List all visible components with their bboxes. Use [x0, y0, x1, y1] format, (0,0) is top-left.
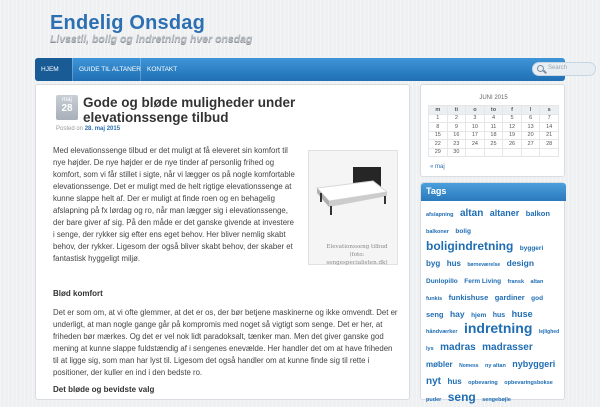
calendar-day [466, 148, 485, 157]
calendar-day: 18 [484, 131, 503, 140]
calendar-day: 2 [447, 114, 466, 123]
tag-cloud [426, 205, 563, 407]
calendar-week-row [429, 148, 559, 157]
tag-link[interactable]: Nomess [459, 363, 479, 369]
tag-link[interactable]: bolig [455, 228, 471, 235]
tag-link[interactable]: puder [426, 397, 442, 403]
calendar-widget [420, 84, 565, 177]
calendar-day: 11 [484, 123, 503, 132]
calendar-day: 28 [540, 140, 559, 149]
calendar-day [503, 148, 522, 157]
tag-link[interactable]: funkis [426, 296, 443, 302]
tag-link[interactable]: byg [426, 259, 441, 268]
post-date-day: 28 [61, 103, 73, 114]
calendar-day [540, 148, 559, 157]
calendar-day: 6 [521, 114, 540, 123]
tag-link[interactable]: ny altan [485, 363, 506, 369]
nav-item-hjem[interactable]: HJEM [35, 58, 72, 81]
calendar-day: 13 [521, 123, 540, 132]
tag-link[interactable]: Ferm Living [464, 278, 502, 285]
tag-link[interactable]: hus [492, 312, 506, 319]
tag-link[interactable]: altan [530, 279, 544, 285]
post-paragraph-2: Det er som om, at vi ofte glemmer, at det er os, der bør betjene maskinerne og ikke omvendt. Det er underligt, at man nogle gange går på kompromis med noget så vigtigt som senge. Det er her, at friheden bør mærkes. Og det er vel nok lidt paradoksalt, tænker man. Men det giver ganske god mening at kunne slappe fuldstændig af i sengenes enevælde. Her handler det om at have friheden til at ligge sig, som man har lyst til. Ligesom det også handler om at kunne finde sig til rette i positioner, der kuller en ind i den bedste ro. [53, 308, 398, 377]
tags-header [421, 183, 566, 201]
calendar-day: 22 [429, 140, 448, 149]
tag-link[interactable]: indretning [463, 320, 533, 336]
tag-link[interactable]: møbler [426, 360, 453, 369]
calendar-day: 25 [484, 140, 503, 149]
calendar-day: 4 [484, 114, 503, 123]
calendar-week-row [429, 140, 559, 149]
tag-link[interactable]: altan [459, 208, 484, 219]
tag-link[interactable]: balkoner [426, 229, 449, 235]
tag-link[interactable]: byggeri [519, 245, 544, 252]
post-meta-prefix: Posted on [56, 126, 84, 132]
tag-link[interactable]: boligindretning [426, 239, 514, 253]
tag-link[interactable]: Dunlopillo [426, 278, 458, 285]
calendar-weekday: m [429, 106, 448, 115]
calendar-day: 26 [503, 140, 522, 149]
tag-link[interactable]: seng [447, 390, 476, 404]
nav-item-kontakt-os[interactable]: KONTAKT [140, 58, 192, 81]
post-meta-date-link[interactable]: 28. maj 2015 [84, 126, 121, 132]
calendar-weekday: ti [447, 106, 466, 115]
post-date-badge [56, 95, 78, 120]
calendar-day: 5 [503, 114, 522, 123]
calendar-day: 27 [521, 140, 540, 149]
post-paragraph-1: Med elevationssenge tilbud er det muligt at få eleveret sin komfort til nye højder. De nye højder er de nye tinder af personlig frihed og komfort, som vi får stillet i sigte, når vi lægger os på nogle komfortable elevationssenge. Det er muligt med de helt rigtige elevationssenge at kunne slappe helt af. Der er muligt at finde roen og en behagelig afslapning på fx lørdag og ro, når man lægger sig i elevationssenge, der bare giver af sig. På den måde er det ganske givende at investere i senge, der rykker sig efter ens eget behov. Her bliver nemlig skabt behov, der rykker. Ligesom der også bliver skabt behov, der skaber et fantastisk hyggeligt miljø. [53, 146, 295, 263]
post-heading-1: Blød komfort [53, 289, 103, 298]
nav-item-guide-til-altaner[interactable]: GUIDE TIL ALTANER [72, 58, 147, 81]
post-image [308, 150, 398, 265]
tag-link[interactable]: hus [447, 377, 462, 386]
calendar-day [521, 148, 540, 157]
calendar-week-row [429, 114, 559, 123]
calendar-day: 30 [447, 148, 466, 157]
tag-link[interactable]: sengebøjle [482, 397, 511, 403]
tags-title: Tags [426, 186, 447, 196]
calendar-weekday: s [540, 106, 559, 115]
calendar-day: 17 [466, 131, 485, 140]
search-input[interactable] [532, 62, 596, 76]
calendar-grid [428, 105, 559, 157]
calendar-day: 7 [540, 114, 559, 123]
calendar-prev-month-link[interactable]: « maj [430, 164, 445, 170]
tag-link[interactable]: funkishuse [448, 293, 489, 302]
post-date-month: maj [62, 97, 72, 103]
tag-link[interactable]: hus [446, 259, 461, 268]
tag-link[interactable]: gardiner [494, 293, 525, 302]
calendar-day: 15 [429, 131, 448, 140]
tag-link[interactable]: god [531, 295, 544, 302]
calendar-weekday: f [503, 106, 522, 115]
site-title[interactable]: Endelig Onsdag [50, 12, 206, 34]
calendar-day: 21 [540, 131, 559, 140]
tag-link[interactable]: madras [440, 342, 476, 353]
tag-link[interactable]: fransk [507, 279, 525, 285]
calendar-day [484, 148, 503, 157]
calendar-weekday: l [521, 106, 540, 115]
post-article [35, 84, 410, 400]
tag-link[interactable]: børneværelse [467, 262, 501, 268]
tag-link[interactable]: hay [449, 309, 465, 319]
calendar-day: 9 [447, 123, 466, 132]
image-caption: Elevationsseng tilbud (foto: sengespecialisten.dk) [326, 244, 388, 266]
tag-link[interactable]: design [506, 258, 535, 268]
tag-link[interactable]: opbevaring [468, 380, 498, 386]
calendar-weekday: o [466, 106, 485, 115]
calendar-day: 1 [429, 114, 448, 123]
tag-link[interactable]: nybyggeri [512, 359, 556, 369]
calendar-day: 10 [466, 123, 485, 132]
calendar-day: 8 [429, 123, 448, 132]
calendar-title: JUNI 2015 [479, 95, 508, 101]
calendar-weekday: to [484, 106, 503, 115]
search-placeholder: Search [548, 65, 568, 71]
main-navigation [35, 58, 568, 81]
tag-link[interactable]: afslapning [426, 212, 454, 218]
calendar-day: 29 [429, 148, 448, 157]
calendar-day: 23 [447, 140, 466, 149]
calendar-day: 20 [521, 131, 540, 140]
tag-link[interactable]: balkon [525, 209, 550, 218]
calendar-day: 3 [466, 114, 485, 123]
calendar-week-row [429, 131, 559, 140]
calendar-week-row [429, 123, 559, 132]
tag-link[interactable]: madrasser [482, 342, 533, 353]
site-header [0, 0, 600, 58]
tag-link[interactable]: opbevaringsbokse [504, 380, 553, 386]
post-meta [56, 126, 120, 132]
calendar-days [429, 114, 559, 157]
tag-link[interactable]: håndværker [426, 329, 458, 335]
post-heading-2: Det bløde og bevidste valg [53, 385, 155, 394]
calendar-day: 16 [447, 131, 466, 140]
calendar-day: 14 [540, 123, 559, 132]
calendar-day: 24 [466, 140, 485, 149]
tag-link[interactable]: altaner [489, 208, 520, 218]
tags-widget [420, 182, 565, 404]
search-icon [537, 65, 544, 72]
calendar-day: 12 [503, 123, 522, 132]
tag-link[interactable]: seng [426, 310, 444, 319]
site-description: Livsstil, bolig og indretning hver onsdag [50, 33, 253, 45]
calendar-weekdays [429, 106, 559, 115]
tag-link[interactable]: hjem [471, 312, 487, 319]
bed-image [309, 151, 397, 221]
tag-link[interactable]: huse [511, 309, 533, 319]
tag-link[interactable]: nyt [426, 376, 441, 387]
calendar-day: 19 [503, 131, 522, 140]
post-title[interactable]: Gode og bløde muligheder under elevationssenge tilbud [83, 95, 296, 125]
tag-link[interactable]: lys [426, 346, 434, 352]
tag-link[interactable]: lejlighed [538, 329, 560, 335]
